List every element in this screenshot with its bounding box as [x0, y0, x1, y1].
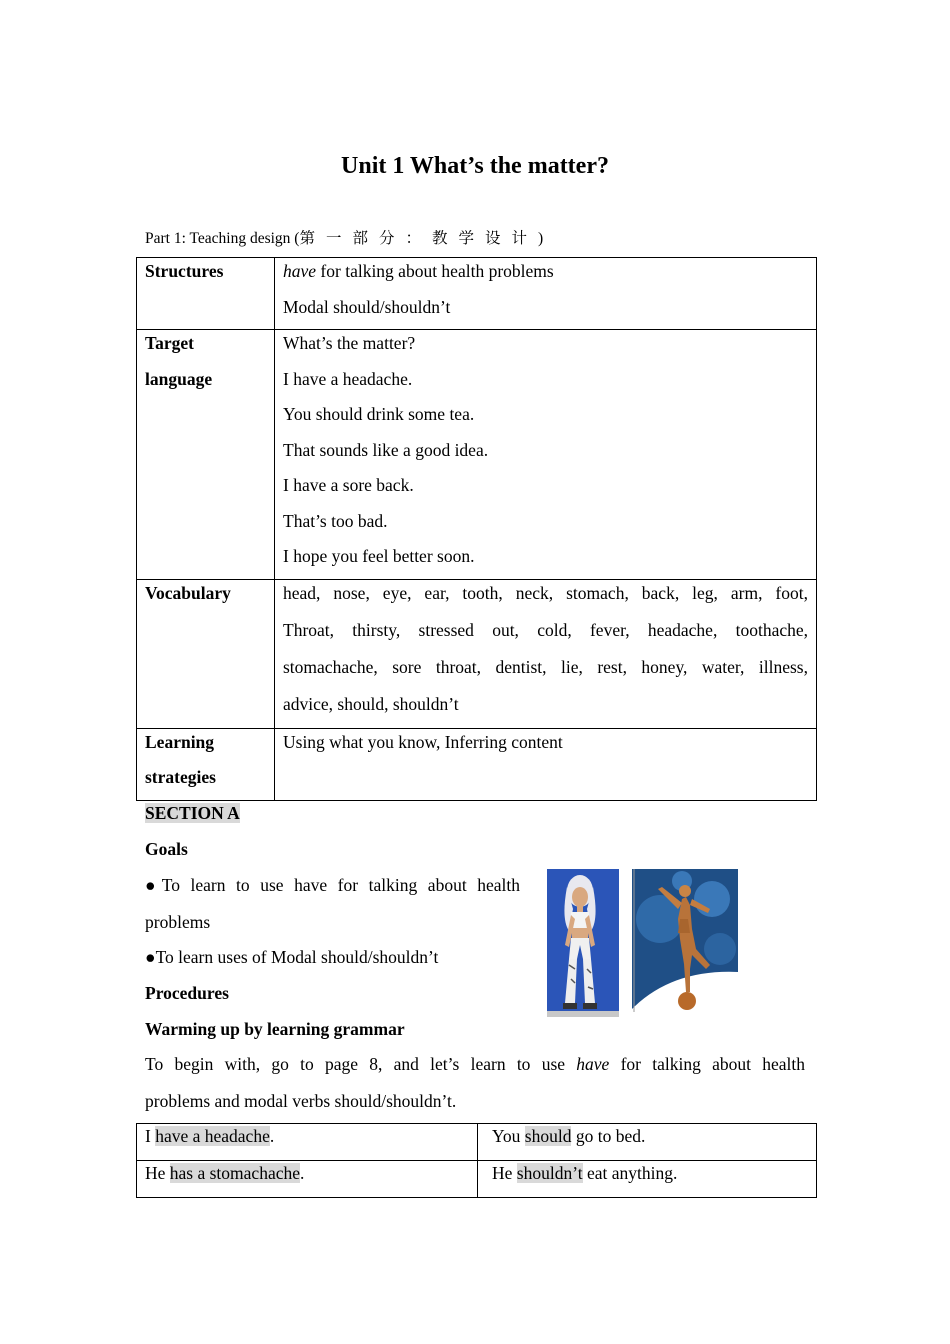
- grammar-table: [136, 1123, 817, 1198]
- list-item: That sounds like a good idea.: [283, 439, 489, 460]
- girl-illustration: [547, 869, 619, 1017]
- goals-heading: Goals: [145, 839, 188, 859]
- part-heading: [145, 226, 543, 248]
- part-heading-en: Part 1: Teaching design (: [145, 230, 300, 247]
- table-row: [137, 579, 817, 728]
- table-row: [137, 258, 817, 330]
- section-heading: SECTION A: [145, 803, 240, 823]
- table-cell: I have a headache.: [137, 1124, 478, 1161]
- statue-illustration: [632, 869, 738, 1012]
- table-row: [137, 330, 817, 580]
- table-cell: He has a stomachache.: [137, 1161, 478, 1198]
- row-content: head, nose, eye, ear, tooth, neck, stomach, back, leg, arm, foot, Throat, thirsty, stressed out, cold, fever, headache, toothache, stomachache, sore throat, dentist, lie, rest, honey, water, illness, advice, should, shouldn’t: [275, 579, 817, 728]
- procedures-heading: Procedures: [145, 983, 229, 1003]
- table-row: [137, 728, 817, 800]
- row-label: Learning strategies: [137, 728, 275, 800]
- list-item: That’s too bad.: [283, 510, 388, 531]
- row-content: [275, 330, 817, 580]
- part-heading-close: ): [537, 230, 544, 247]
- list-item: What’s the matter?: [283, 333, 416, 353]
- goal-item-cont: problems: [145, 912, 211, 932]
- row-label: Target language: [137, 330, 275, 580]
- table-cell: You should go to bed.: [478, 1124, 817, 1161]
- table-cell: He shouldn’t eat anything.: [478, 1161, 817, 1198]
- table-row: [137, 1124, 817, 1161]
- teaching-design-table: [136, 257, 817, 801]
- row-content: Using what you know, Inferring content: [275, 728, 817, 800]
- table-row: [137, 1161, 817, 1198]
- list-item: You should drink some tea.: [283, 404, 475, 424]
- list-item: I have a headache.: [283, 368, 413, 389]
- intro-paragraph: To begin with, go to page 8, and let’s learn to use have for talking about health problems and modal verbs should/shouldn’t.: [145, 1054, 805, 1111]
- row-label: Vocabulary: [137, 579, 275, 728]
- row-content: have for talking about health problems Modal should/shouldn’t: [275, 258, 817, 330]
- warmup-heading: Warming up by learning grammar: [145, 1019, 405, 1039]
- list-item: I have a sore back.: [283, 475, 414, 495]
- list-item: I hope you feel better soon.: [283, 546, 475, 566]
- row-label: Structures: [137, 258, 275, 330]
- goal-item: ●To learn uses of Modal should/shouldn’t: [145, 947, 439, 967]
- part-heading-cn: 第一部分：教学设计: [299, 230, 538, 247]
- goal-item: ●To learn to use have for talking about health: [145, 875, 520, 895]
- page-title: Unit 1 What’s the matter?: [341, 153, 609, 179]
